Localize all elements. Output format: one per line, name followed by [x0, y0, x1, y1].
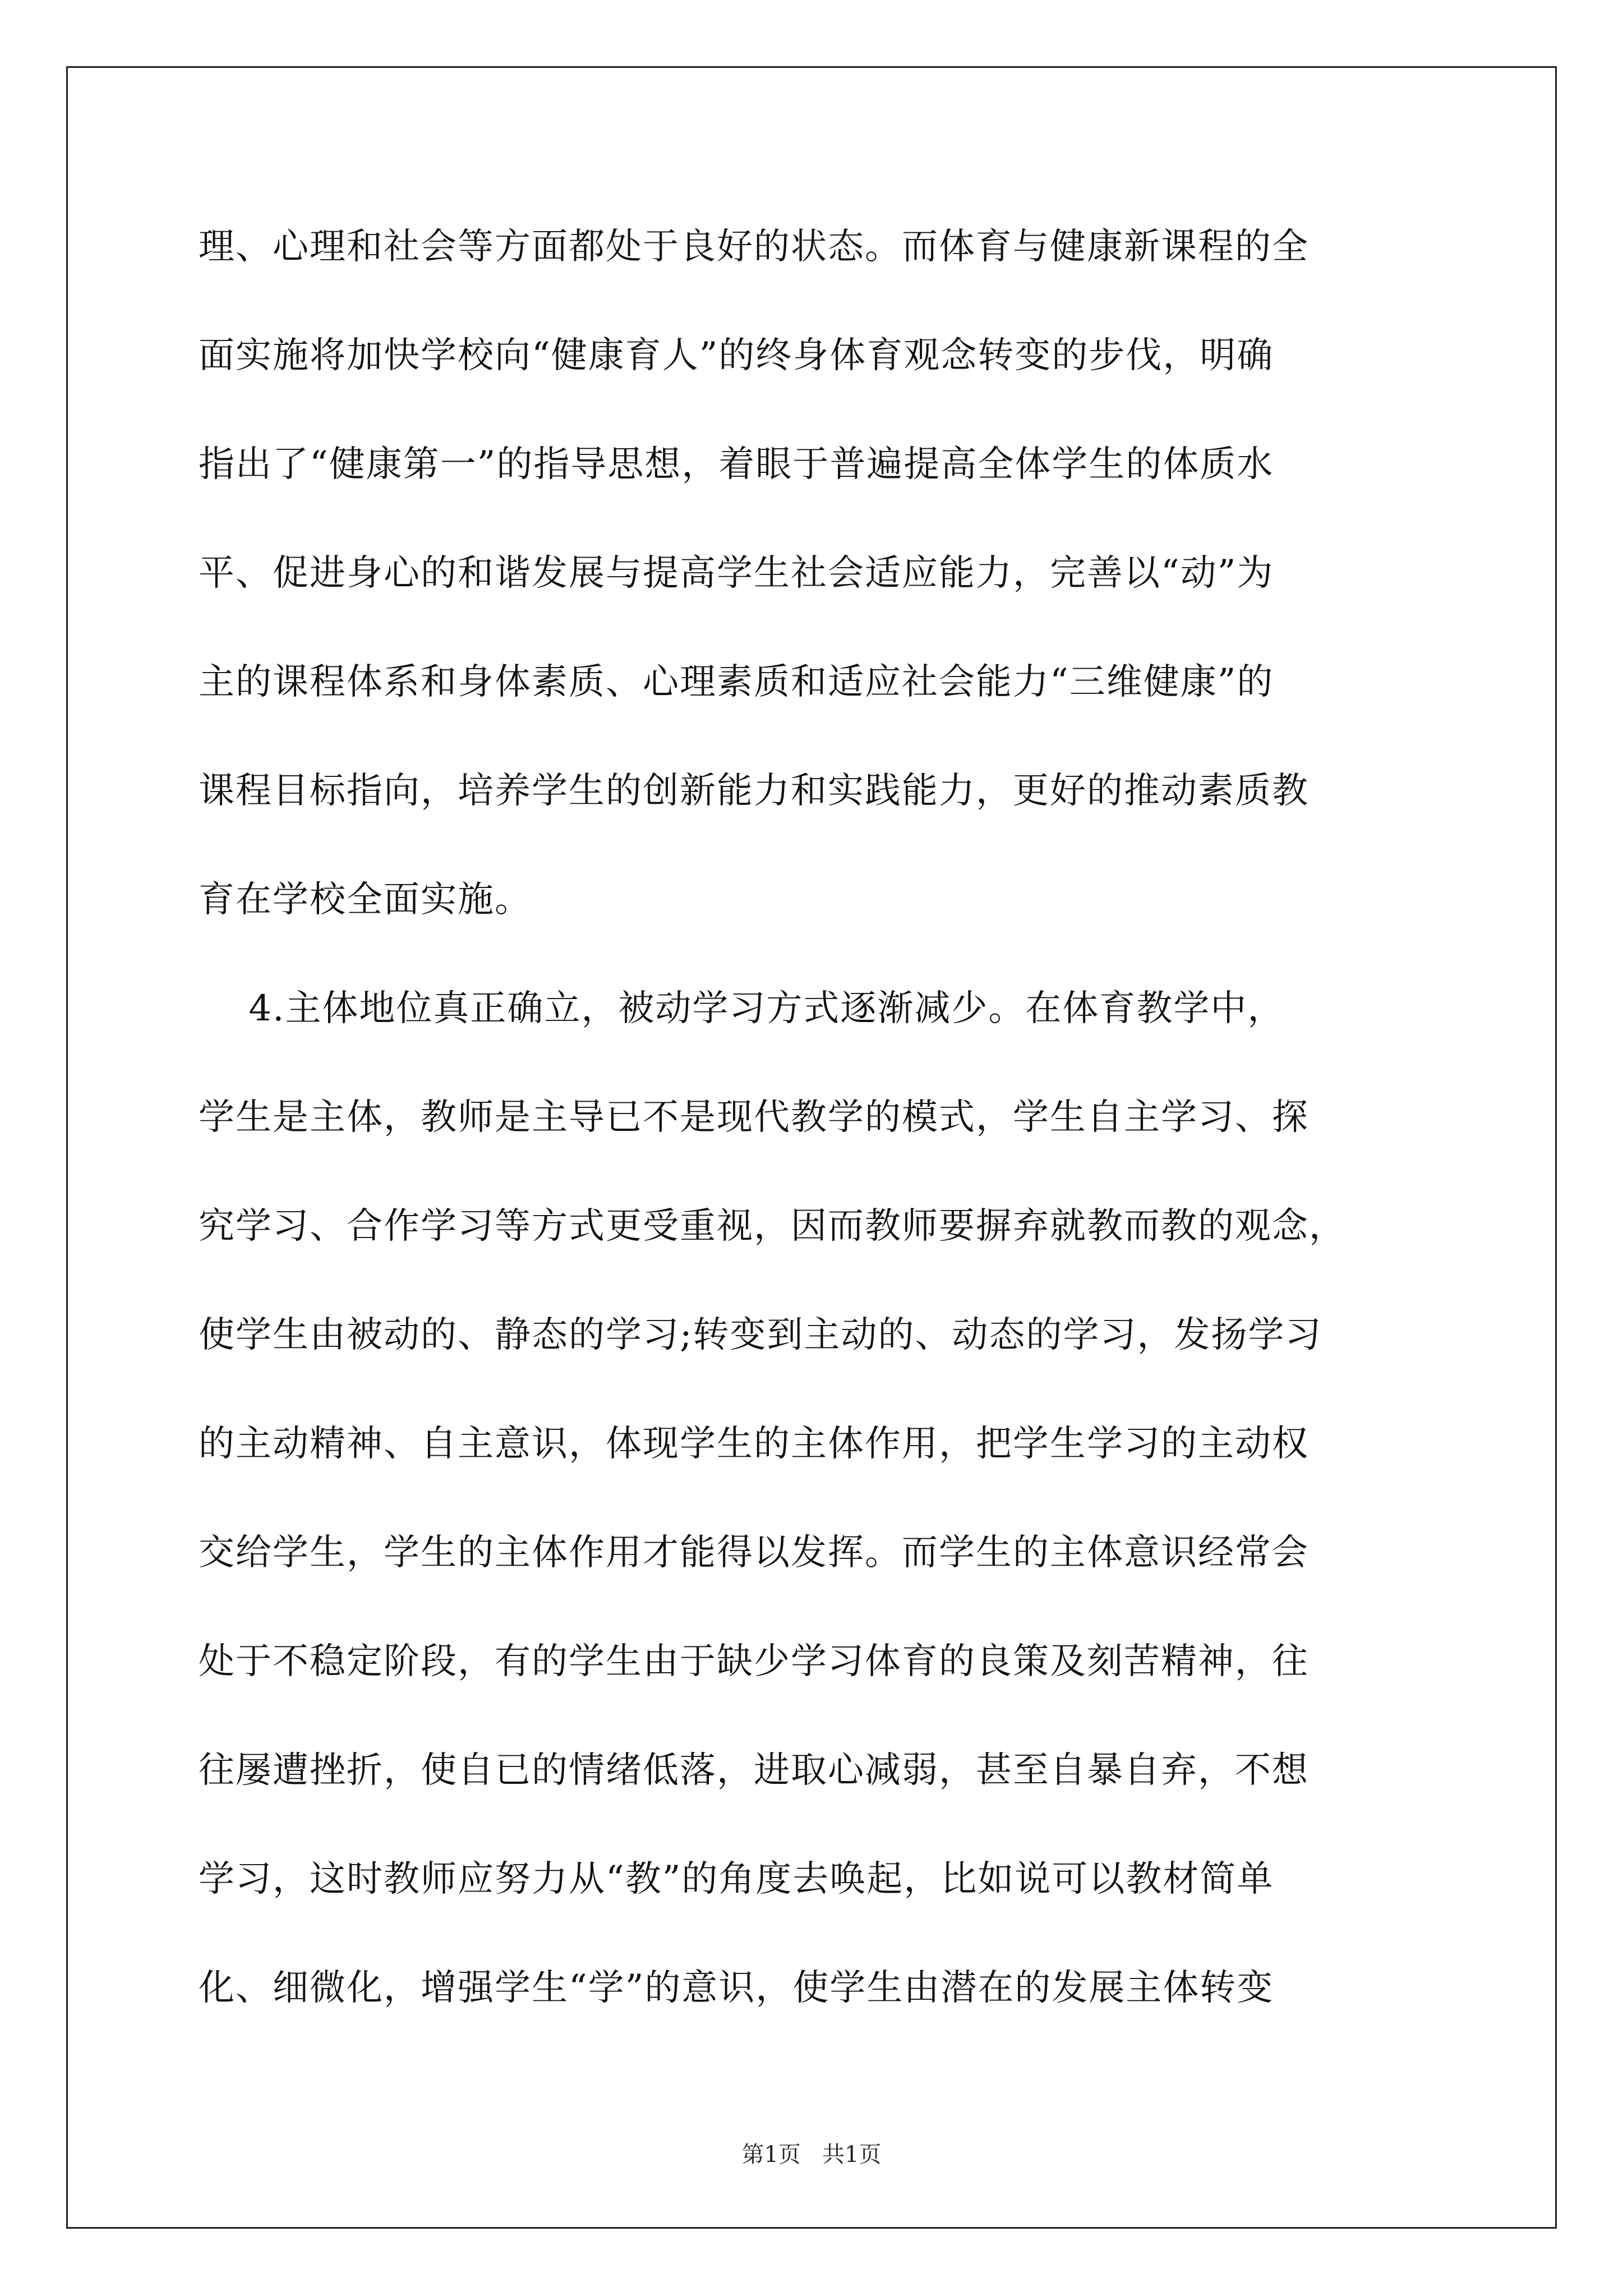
text-line: 学生是主体，教师是主导已不是现代教学的模式，学生自主学习、探: [199, 1097, 1309, 1138]
text-line: 化、细微化，增强学生“学”的意识，使学生由潜在的发展主体转变: [199, 1967, 1274, 2009]
text-line: 使学生由被动的、静态的学习;转变到主动的、动态的学习，发扬学习: [199, 1314, 1322, 1356]
page-number-footer: 第1页 共1页: [741, 2142, 882, 2168]
text-line: 理、心理和社会等方面都处于良好的状态。而体育与健康新课程的全: [199, 226, 1309, 268]
text-line: 往屡遭挫折，使自已的情绪低落，进取心减弱，甚至自暴自弃，不想: [199, 1750, 1309, 1791]
text-line: 4.主体地位真正确立，被动学习方式逐渐减少。在体育教学中，: [199, 988, 1285, 1029]
text-line: 育在学校全面实施。: [199, 879, 532, 921]
text-line: 平、促进身心的和谐发展与提高学生社会适应能力，完善以“动”为: [199, 553, 1274, 594]
text-line: 面实施将加快学校向“健康育人”的终身体育观念转变的步伐，明确: [199, 335, 1274, 376]
text-line: 课程目标指向，培养学生的创新能力和实践能力，更好的推动素质教: [199, 770, 1309, 812]
text-line: 的主动精神、自主意识，体现学生的主体作用，把学生学习的主动权: [199, 1423, 1309, 1465]
text-line: 交给学生，学生的主体作用才能得以发挥。而学生的主体意识经常会: [199, 1532, 1309, 1573]
text-line: 主的课程体系和身体素质、心理素质和适应社会能力“三维健康”的: [199, 661, 1274, 703]
text-line: 指出了“健康第一”的指导思想，着眼于普遍提高全体学生的体质水: [199, 444, 1274, 485]
text-line: 处于不稳定阶段，有的学生由于缺少学习体育的良策及刻苦精神，往: [199, 1641, 1309, 1682]
document-body: [199, 224, 1432, 2074]
text-line: 学习，这时教师应努力从“教”的角度去唤起，比如说可以教材简单: [199, 1858, 1274, 1900]
text-line: 究学习、合作学习等方式更受重视，因而教师要摒弃就教而教的观念，: [199, 1205, 1346, 1247]
